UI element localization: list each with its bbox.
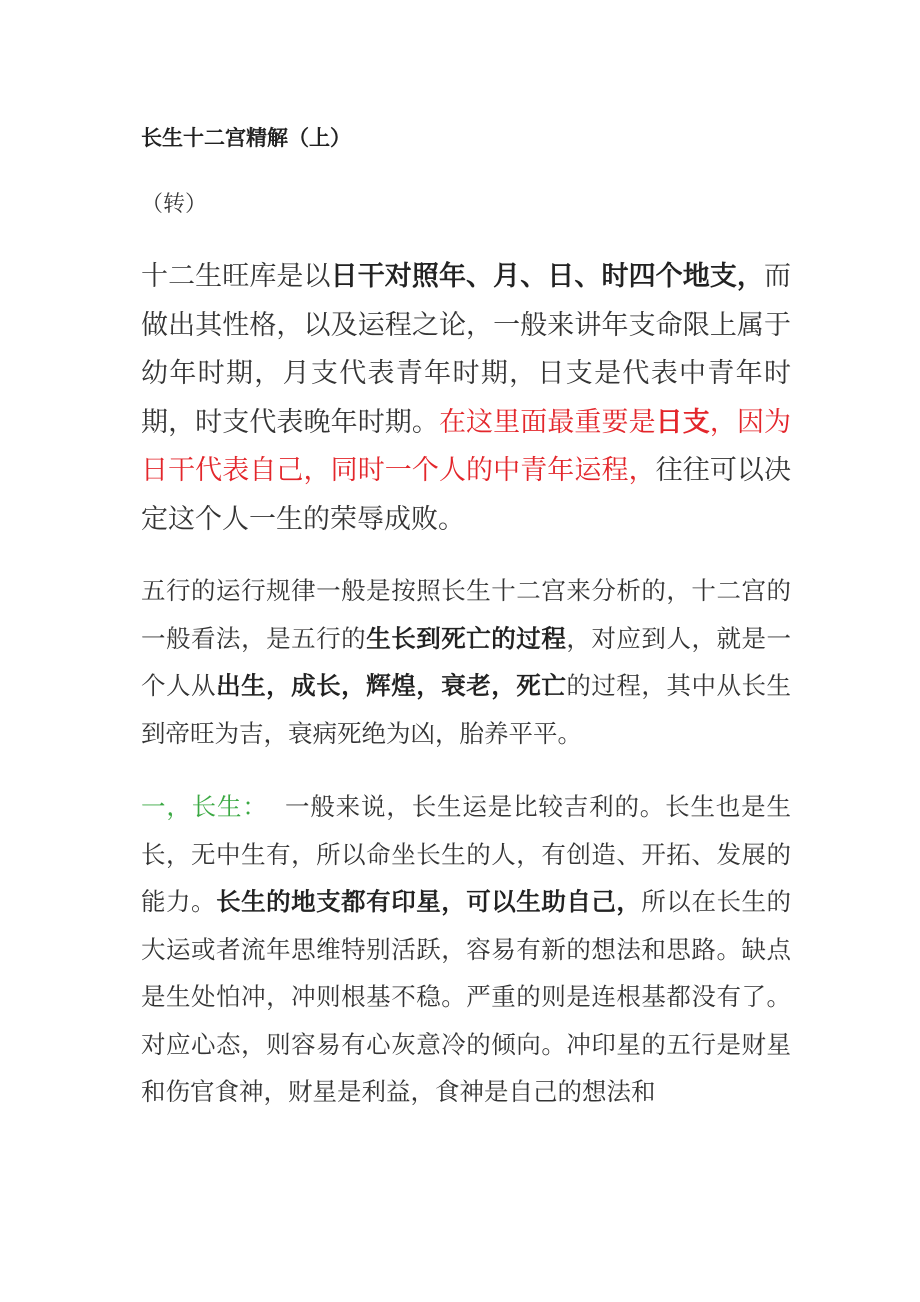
paragraph-five-elements [141,567,791,757]
paragraph-intro [141,253,791,544]
paragraph-changsheng [141,783,791,1116]
document-title: 长生十二宫精解（上） [141,126,351,150]
red-bold-run: 日支 [655,406,710,438]
text-run: ，对应到人，就是一个人从 [141,623,792,700]
text-run: 一般来说，长生运是比较吉利的。长生也是生长，无中生有，所以命坐长生的人，有创造、开拓、发展的能力。 [141,792,791,916]
text-run: 往往可以决定这个人一生的荣辱成败。 [141,455,792,535]
red-run: ，因为日干代表自己，同时一个人的中青年运程， [141,406,792,486]
text-run: 的过程，其中从长生到帝旺为吉，衰病死绝为凶，胎养平平。 [141,671,792,748]
text-run: 而做出其性格，以及运程之论，一般来讲年支命限上属于幼年时期，月支代表青年时期，日支是代表中青年时期，时支代表晚年时期。 [141,261,792,438]
bold-run: 日干对照年、月、日、时四个地支， [330,261,765,292]
red-run: 在这里面最重要是 [438,406,656,438]
text-run: 五行的运行规律一般是按照长生十二宫来分析的，十二宫的一般看法，是五行的 [141,576,791,653]
text-run: 所以在长生的大运或者流年思维特别活跃，容易有新的想法和思路。缺点是生处怕冲，冲则根基不稳。严重的则是连根基都没有了。对应心态，则容易有心灰意冷的倾向。冲印星的五行是财星和伤官食神，财星是利益，食神是自己的想法和 [141,887,792,1106]
text-run: 十二生旺库是以 [141,261,331,292]
source-note: （转） [141,192,208,217]
bold-run: 长生的地支都有印星，可以生助自己， [216,887,642,916]
bold-run: 出生，成长，辉煌，衰老，死亡 [216,671,567,700]
section-heading: 一，长生： [141,792,268,821]
bold-run: 生长到死亡的过程 [366,623,567,653]
